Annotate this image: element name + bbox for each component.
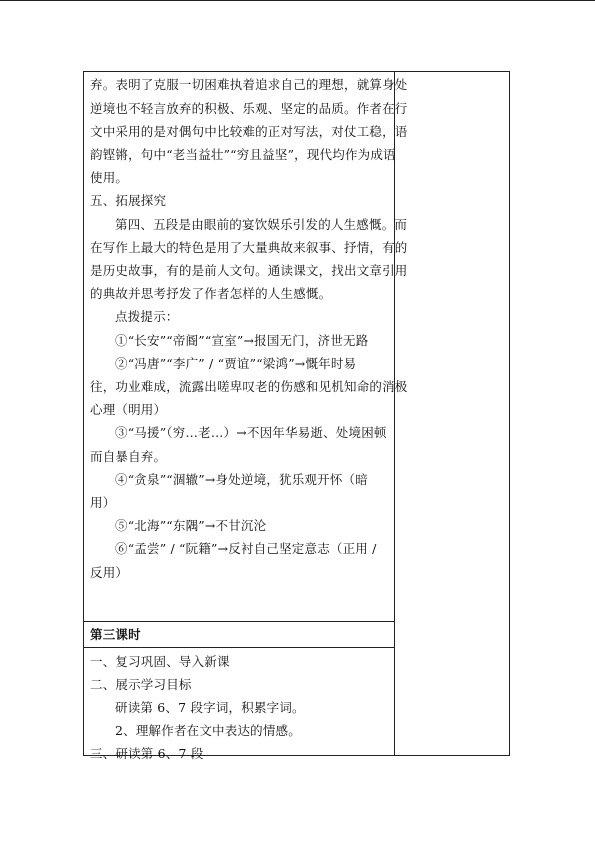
text-line: 弃。表明了克服一切困难执着追求自己的理想，就算身处	[90, 77, 408, 92]
text-line: 使用。	[90, 170, 129, 185]
text-line: 韵铿锵，句中“老当益壮”“穷且益坚”，现代均作为成语	[90, 147, 396, 162]
text-line: 往，功业难成，流露出嗟卑叹老的伤感和见机知命的消极	[90, 379, 408, 394]
text-line: 用）	[90, 495, 116, 510]
column-divider	[394, 72, 395, 755]
list-item: ②“冯唐”“李广” / “贾谊”“梁鸿”→慨年时易	[115, 356, 357, 371]
text-line: 是历史故事，有的是前人文句。通读课文，找出文章引用	[90, 263, 408, 278]
text-line: 而自暴自弃。	[90, 449, 167, 464]
text-line: 研读第 6、7 段字词，积累字词。	[115, 700, 305, 715]
list-item: ⑥“孟尝” / “阮籍”→反衬自己坚定意志（正用 /	[115, 541, 377, 556]
text-line: 心理（明用）	[90, 402, 167, 417]
text-line: 文中采用的是对偶句中比较难的正对写法，对仗工稳，语	[90, 124, 408, 139]
text-line: 一、复习巩固、导入新课	[90, 654, 230, 669]
list-item: ⑤“北海”“东隅”→不甘沉沦	[115, 518, 267, 533]
text-line: 逆境也不轻言放弃的积极、乐观、坚定的品质。作者在行	[90, 101, 408, 116]
lesson-section-title: 第三课时	[90, 627, 141, 642]
text-line: 2、理解作者在文中表达的情感。	[115, 723, 301, 738]
lesson-table	[83, 71, 510, 761]
section-heading: 五、拓展探究	[90, 193, 167, 208]
page-top-rule	[0, 0, 595, 1]
list-item: ③“马援”（穷…老…）→不因年华易逝、处境困顿	[115, 425, 387, 440]
list-item: ①“长安”“帝阍”“宣室”→报国无门，济世无路	[115, 333, 369, 348]
text-line: 第四、五段是由眼前的宴饮娱乐引发的人生感慨。而	[115, 217, 408, 232]
text-line: 的典故并思考抒发了作者怎样的人生感慨。	[90, 286, 332, 301]
text-line: 在写作上最大的特色是用了大量典故来叙事、抒情，有的	[90, 240, 408, 255]
text-line: 点拨提示：	[115, 309, 179, 324]
section-divider-bottom	[84, 647, 394, 648]
text-line: 反用）	[90, 565, 129, 580]
text-line: 二、展示学习目标	[90, 677, 192, 692]
text-line: 三、研读第 6、7 段	[90, 746, 204, 761]
list-item: ④“贪泉”“涸辙”→身处逆境，犹乐观开怀（暗	[115, 472, 368, 487]
section-divider-top	[84, 621, 394, 622]
